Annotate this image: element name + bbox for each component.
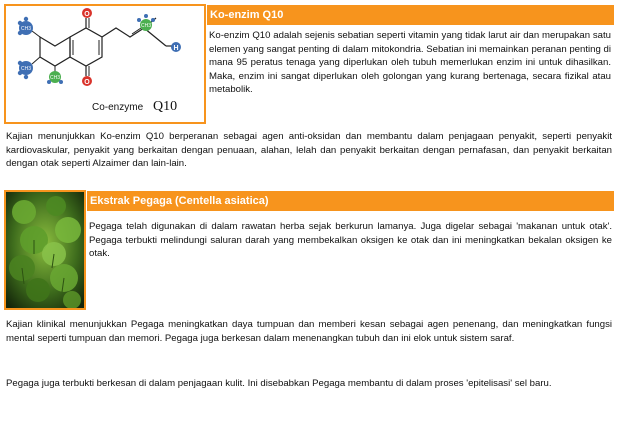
coenzyme-q10-structure (6, 6, 204, 122)
quinone-ring (70, 28, 102, 66)
coenzyme-q10-figure (4, 4, 206, 124)
pegaga-photo (4, 190, 86, 310)
left-ring (40, 37, 70, 66)
figure-caption-prefix: Co-enzyme (92, 102, 144, 113)
svg-text:CH3: CH3 (140, 23, 152, 29)
methyl-group-left-bottom (18, 57, 40, 79)
oxygen-label: O (84, 11, 90, 18)
oxygen-label: O (84, 79, 90, 86)
svg-text:CH3: CH3 (49, 75, 61, 81)
coenzyme-q10-paragraph-2: Kajian menunjukkan Ko-enzim Q10 berperanan sebagai agen anti-oksidan dan membantu dalam penjagaan penyakit, seperti penyakit kardiovaskular, penyakit yang berkaitan dengan penuaan, alahan, lelah dan penyakit berkaitan dengan pernafasan, dan penyakit berkaitan dengan otak seperti Alzaimer dan lain-lain. (6, 131, 612, 170)
figure-caption-suffix: Q10 (153, 99, 178, 114)
methyl-group-ring-bottom (47, 66, 63, 84)
pegaga-paragraph-3: Pegaga juga terbukti berkesan di dalam penjagaan kulit. Ini disebabkan Pegaga membantu di dalam proses 'epitelisasi' sel baru. (6, 378, 552, 389)
methyl-group-left-top (18, 17, 40, 37)
svg-text:CH3: CH3 (20, 66, 32, 72)
hydrogen-label: H (173, 45, 179, 52)
pegaga-paragraph-1: Pegaga telah digunakan di dalam rawatan herba sejak berkurun lamanya. Juga digelar sebagai 'makanan untuk otak'. Pegaga terbukti melindungi saluran darah yang membekalkan oksigen ke otak dan ini meningkatkan bekalan oksigen ke otak. (89, 221, 612, 260)
svg-text:CH3: CH3 (20, 26, 32, 32)
coenzyme-q10-paragraph-1: Ko-enzim Q10 adalah sejenis sebatian seperti vitamin yang tidak larut air dan merupakan satu elemen yang sangat penting di dalam mitokondria. Sebatian ini memainkan peranan penting di mana 95 peratus tenaga yang diperlukan oleh tubuh memerlukan enzim ini untuk dihasilkan. Maka, enzim ini sangat diperlukan oleh golongan yang kurang bertenaga, secara fizikal atau metabolik. (209, 30, 611, 96)
section-title-coenzyme-q10: Ko-enzim Q10 (207, 5, 614, 25)
centella-leaves-image (6, 192, 84, 308)
section-title-pegaga: Ekstrak Pegaga (Centella asiatica) (87, 191, 614, 211)
pegaga-paragraph-2: Kajian klinikal menunjukkan Pegaga meningkatkan daya tumpuan dan memberi kesan sebagai agen penenang, dan meningkatkan fungsi mental seperti tumpuan dan memori. Pegaga juga berkesan dalam menenangkan tubuh dan ini elok untuk sistem saraf. (6, 319, 612, 344)
